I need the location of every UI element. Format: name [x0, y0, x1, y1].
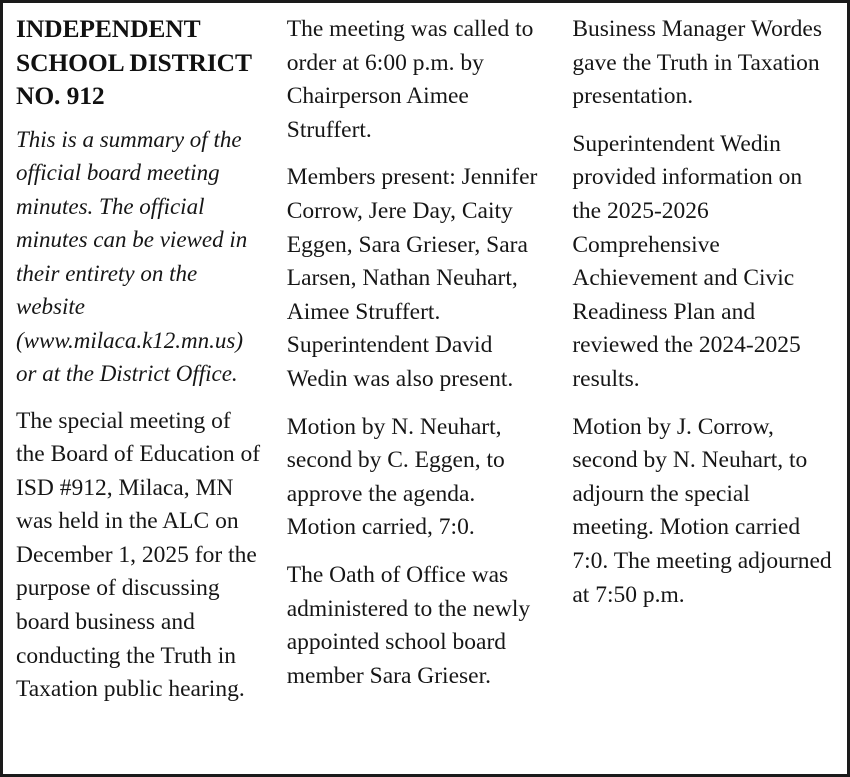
notice-column-2	[287, 12, 573, 768]
notice-column-3	[572, 12, 837, 768]
paragraph-call-to-order: The meeting was called to order at 6:00 p.m. by Chairperson Aimee Struffert.	[286, 16, 534, 143]
paragraph-oath-of-office: The Oath of Office was administered to the newly appointed school board member Sara Grieser.	[286, 561, 531, 689]
summary-disclaimer: This is a summary of the official board meeting minutes. The official minutes can be viewed in their entirety on the website (www.milaca.k12.mn.us) or at the District Office.	[16, 126, 248, 386]
paragraph-motion-adjourn: Motion by J. Corrow, second by N. Neuhart, to adjourn the special meeting. Motion carried 7:0. The meeting adjourned at 7:50 p.m.	[572, 413, 832, 608]
paragraph-special-meeting-intro: The special meeting of the Board of Education of ISD #912, Milaca, MN was held in the ALC on December 1, 2025 for the purpose of discussing board business and conducting the Truth in Taxation public hearing.	[16, 407, 261, 703]
notice-column-1	[16, 12, 287, 768]
paragraph-superintendent-report: Superintendent Wedin provided information on the 2025-2026 Comprehensive Achievement and Civic Readiness Plan and reviewed the 2024-2025 results.	[572, 130, 803, 392]
page-title: INDEPENDENT SCHOOL DISTRICT NO. 912	[16, 14, 252, 110]
paragraph-truth-in-taxation-presentation: Business Manager Wordes gave the Truth in Taxation presentation.	[572, 16, 822, 110]
paragraph-members-present: Members present: Jennifer Corrow, Jere Day, Caity Eggen, Sara Grieser, Sara Larsen, Nathan Neuhart, Aimee Struffert. Superintendent David Wedin was also present.	[286, 164, 538, 392]
paragraph-motion-approve-agenda: Motion by N. Neuhart, second by C. Eggen, to approve the agenda. Motion carried, 7:0.	[286, 413, 505, 541]
